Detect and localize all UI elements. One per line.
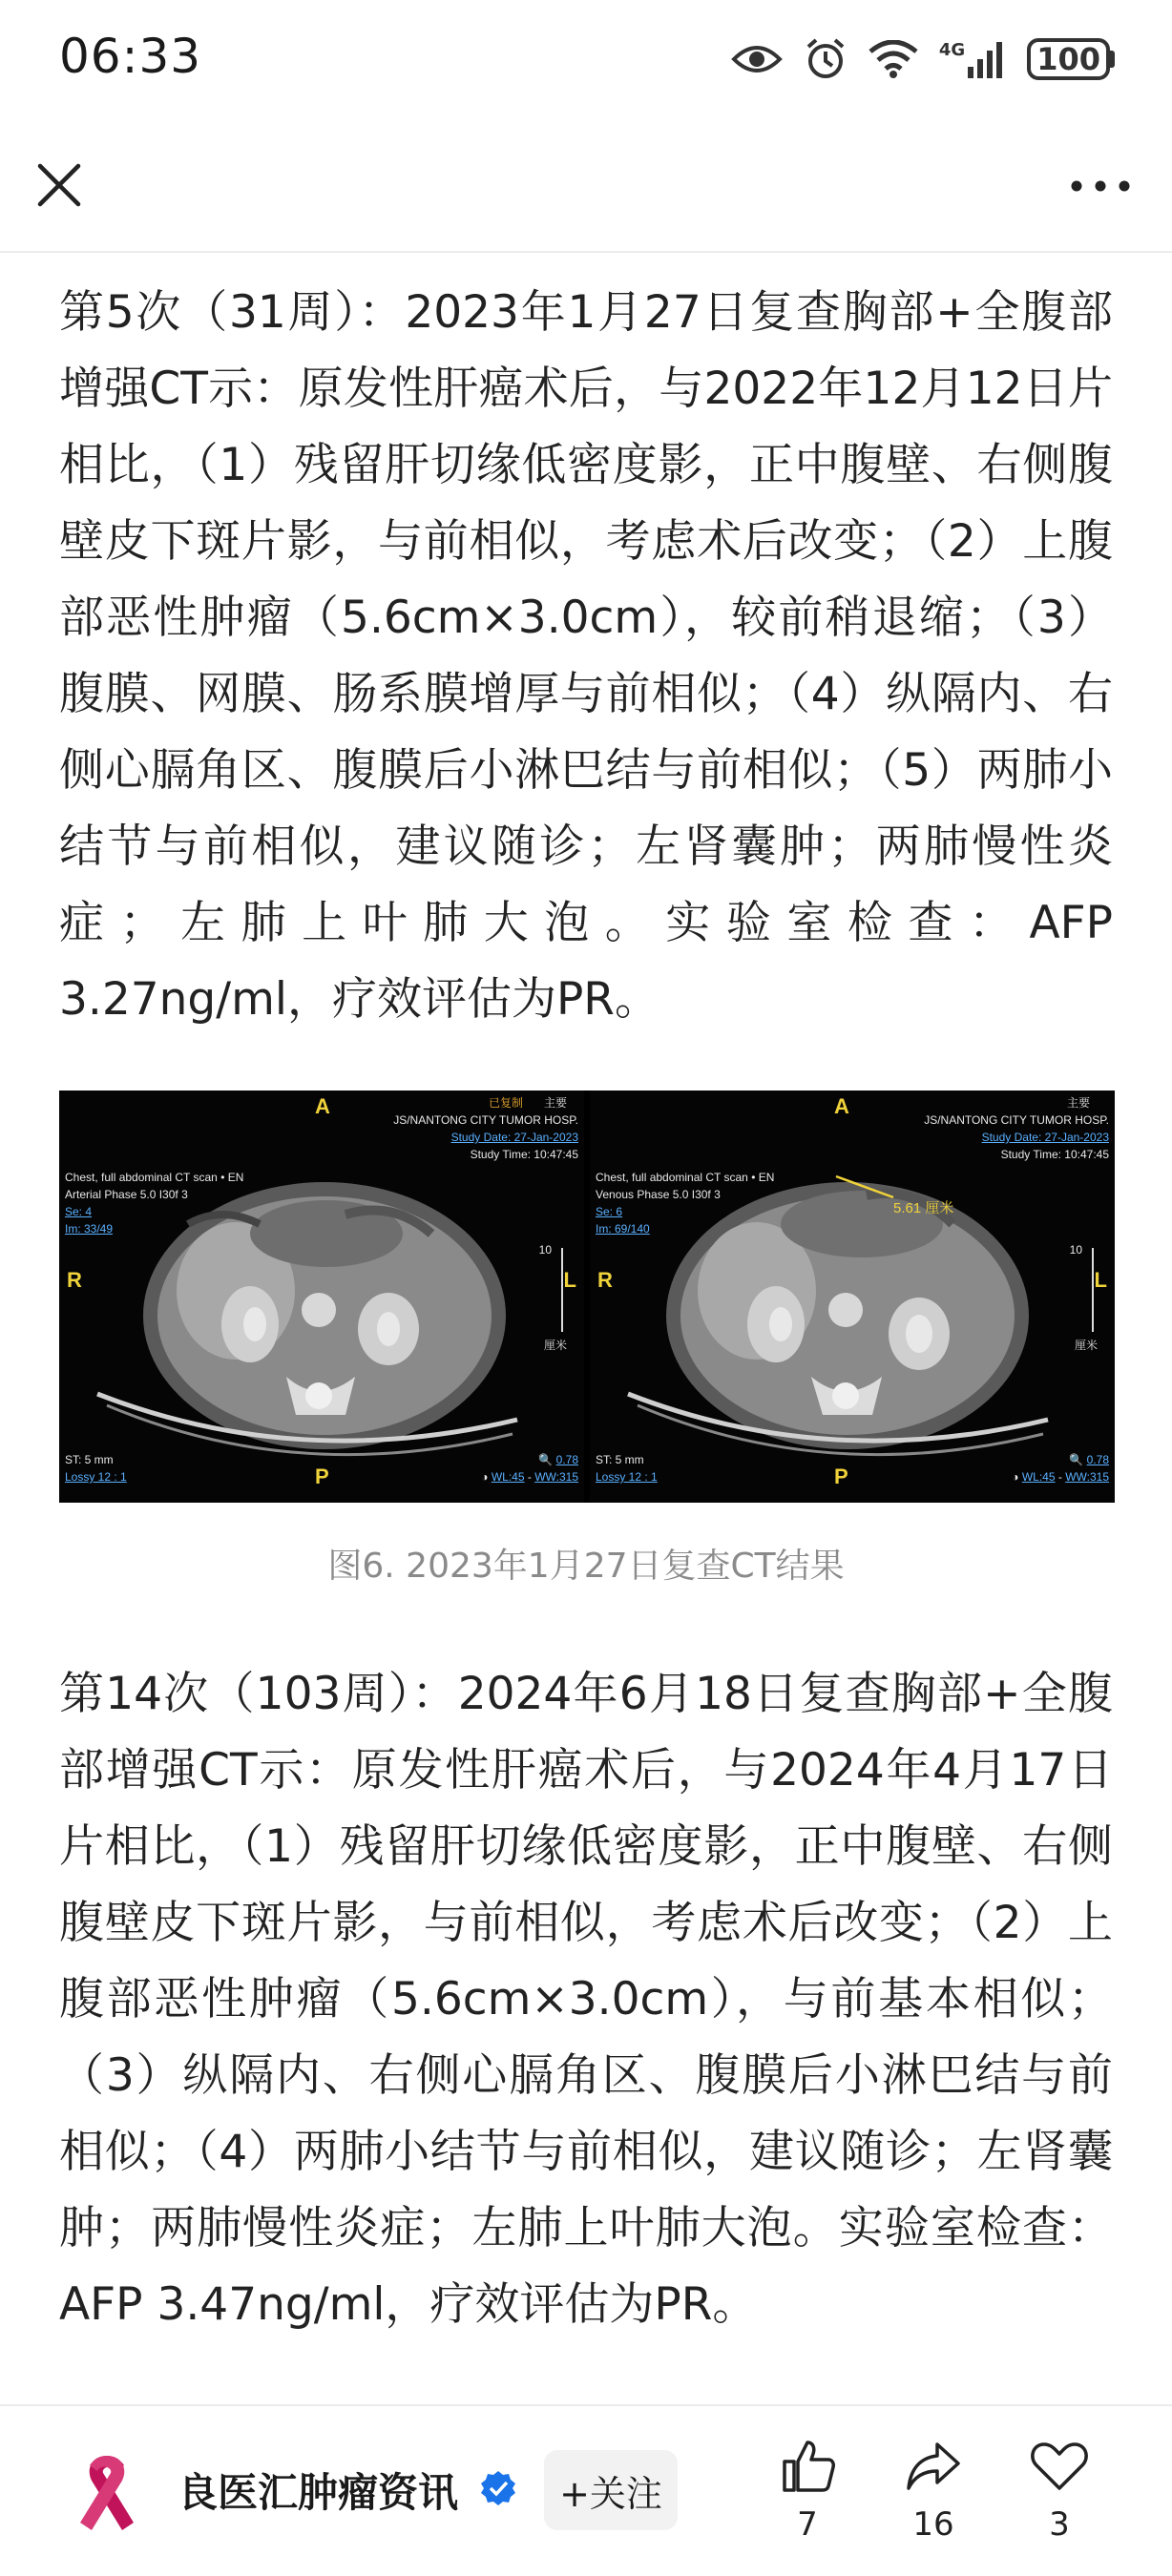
slice-thickness: ST: 5 mm	[65, 1453, 114, 1466]
scale-bar	[561, 1248, 563, 1332]
study-date: Study Date: 27-Jan-2023	[981, 1131, 1109, 1144]
zoom-readout: 🔍 0.78	[1069, 1453, 1109, 1466]
signal-icon	[939, 40, 1006, 78]
share-count: 16	[912, 2505, 954, 2544]
alarm-icon	[804, 37, 848, 81]
wifi-icon	[869, 40, 918, 78]
like-count: 7	[797, 2505, 818, 2544]
scan-phase: Arterial Phase 5.0 I30f 3	[65, 1188, 188, 1201]
scale-unit: 厘米	[1074, 1339, 1098, 1352]
orientation-bottom: P	[315, 1465, 329, 1488]
favorite-button[interactable]	[1012, 2435, 1107, 2544]
ct-image-arterial	[59, 1091, 584, 1503]
main-tag: 主要	[1067, 1096, 1091, 1110]
study-date: Study Date: 27-Jan-2023	[450, 1131, 578, 1144]
orientation-top: A	[834, 1094, 849, 1118]
ct-image-venous	[590, 1091, 1115, 1503]
share-button[interactable]	[886, 2435, 981, 2544]
tumor-measurement: 5.61 厘米	[893, 1200, 954, 1216]
figure-caption: 图6. 2023年1月27日复查CT结果	[327, 1547, 845, 1586]
zoom-value: 0.78	[555, 1453, 578, 1466]
share-icon	[886, 2435, 981, 2496]
orientation-left: R	[597, 1268, 613, 1292]
status-time: 06:33	[59, 29, 202, 84]
orientation-right: L	[563, 1268, 576, 1292]
eye-icon	[731, 42, 783, 76]
copied-tag: 已复制	[489, 1096, 524, 1110]
window-readout: ◑ WL:45 - WW:315	[1012, 1470, 1109, 1484]
window-level: WL:45	[1021, 1470, 1056, 1484]
scan-description: Chest, full abdominal CT scan • EN	[65, 1171, 244, 1184]
orientation-top: A	[315, 1094, 330, 1118]
more-icon[interactable]	[1067, 172, 1134, 200]
orientation-left: R	[67, 1268, 82, 1292]
window-width: WW:315	[534, 1470, 578, 1484]
article-body	[0, 256, 1172, 2402]
scan-description: Chest, full abdominal CT scan • EN	[596, 1171, 775, 1184]
heart-icon	[1012, 2435, 1107, 2496]
orientation-right: L	[1094, 1268, 1107, 1292]
follow-button[interactable]: +关注	[544, 2450, 678, 2530]
study-time: Study Time: 10:47:45	[1000, 1148, 1109, 1161]
hospital-name: JS/NANTONG CITY TUMOR HOSP.	[393, 1113, 578, 1127]
compression: Lossy 12 : 1	[596, 1470, 658, 1484]
scale-unit: 厘米	[543, 1339, 567, 1352]
verified-icon	[479, 2469, 517, 2507]
series-number: Se: 6	[596, 1205, 623, 1218]
scale-number: 10	[538, 1243, 552, 1257]
top-nav	[0, 134, 1172, 253]
thumbs-up-icon	[760, 2435, 855, 2496]
like-button[interactable]	[760, 2435, 855, 2544]
article-paragraph: 第5次（31周）：2023年1月27日复查胸部+全腹部增强CT示：原发性肝癌术后，与2022年12月12日片相比，（1）残留肝切缘低密度影，正中腹壁、右侧腹壁皮下斑片影，与前相似，考虑术后改变；（2）上腹部恶性肿瘤（5.6cm×3.0cm），较前稍退缩；（3）腹膜、网膜、肠系膜增厚与前相似；（4）纵隔内、右侧心膈角区、腹膜后小淋巴结与前相似；（5）两肺小结节与前相似，建议随诊；左肾囊肿；两肺慢性炎症；左肺上叶肺大泡。实验室检查：AFP 3.27ng/ml，疗效评估为PR。	[59, 286, 1113, 1026]
network-type: 4G	[938, 40, 966, 60]
bottom-bar	[0, 2404, 1172, 2576]
window-level: WL:45	[491, 1470, 525, 1484]
compression: Lossy 12 : 1	[65, 1470, 127, 1484]
image-number: Im: 69/140	[596, 1222, 650, 1236]
hospital-name: JS/NANTONG CITY TUMOR HOSP.	[924, 1113, 1109, 1127]
status-icons	[731, 34, 1115, 84]
scale-number: 10	[1069, 1243, 1082, 1257]
main-tag: 主要	[544, 1096, 568, 1110]
article-paragraph: 第14次（103周）：2024年6月18日复查胸部+全腹部增强CT示：原发性肝癌术后，与2024年4月17日片相比，（1）残留肝切缘低密度影，正中腹壁、右侧腹壁皮下斑片影，与前相似，考虑术后改变；（2）上腹部恶性肿瘤（5.6cm×3.0cm），与前基本相似；（3）纵隔内、右侧心膈角区、腹膜后小淋巴结与前相似；（4）两肺小结节与前相似，建议随诊；左肾囊肿；两肺慢性炎症；左肺上叶肺大泡。实验室检查：AFP 3.47ng/ml，疗效评估为PR。	[59, 1668, 1113, 2331]
battery-icon	[1027, 38, 1115, 80]
orientation-bottom: P	[834, 1465, 848, 1488]
image-number: Im: 33/49	[65, 1222, 114, 1236]
author-logo-icon[interactable]	[74, 2452, 139, 2534]
scan-phase: Venous Phase 5.0 I30f 3	[596, 1188, 721, 1201]
battery-level: 100	[1027, 38, 1110, 80]
author-name[interactable]: 良医汇肿瘤资讯	[178, 2469, 459, 2516]
status-bar	[0, 0, 1172, 114]
window-readout: ◑ WL:45 - WW:315	[481, 1470, 578, 1484]
favorite-count: 3	[1049, 2505, 1070, 2544]
series-number: Se: 4	[65, 1205, 93, 1218]
scale-bar	[1092, 1248, 1094, 1332]
window-width: WW:315	[1065, 1470, 1109, 1484]
study-time: Study Time: 10:47:45	[470, 1148, 578, 1161]
slice-thickness: ST: 5 mm	[596, 1453, 644, 1466]
zoom-readout: 🔍 0.78	[538, 1453, 578, 1466]
zoom-value: 0.78	[1086, 1453, 1109, 1466]
close-icon[interactable]	[34, 160, 84, 210]
ct-figure[interactable]	[59, 1091, 1115, 1503]
